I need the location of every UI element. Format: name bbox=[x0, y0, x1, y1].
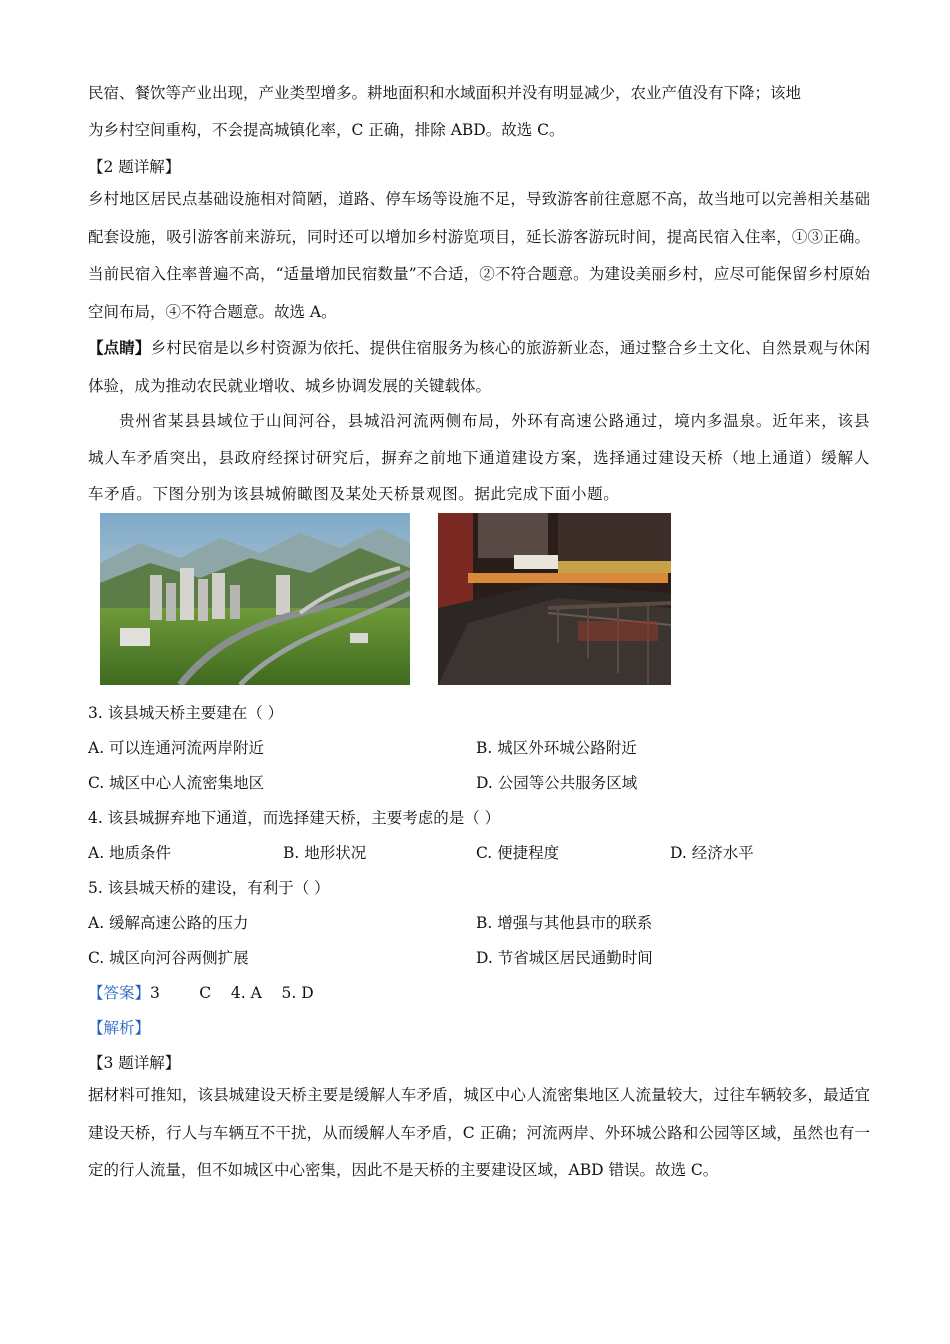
tip-text: 乡村民宿是以乡村资源为依托、提供住宿服务为核心的旅游新业态，通过整合乡土文化、自然景观与休闲体验，成为推动农民就业增收、城乡协调发展的关键载体。 bbox=[88, 339, 870, 395]
analysis-label: 【解析】 bbox=[88, 1019, 151, 1037]
q2-detail-heading: 【2 题详解】 bbox=[88, 158, 181, 176]
q4-stem: 4. 该县城摒弃地下通道，而选择建天桥，主要考虑的是（ ） bbox=[88, 809, 501, 827]
q3-option-d: D. 公园等公共服务区域 bbox=[476, 774, 638, 792]
q5-option-a: A. 缓解高速公路的压力 bbox=[88, 914, 249, 932]
q5-stem: 5. 该县城天桥的建设，有利于（ ） bbox=[88, 879, 330, 897]
q4-option-b: B. 地形状况 bbox=[283, 844, 367, 862]
q3-option-c: C. 城区中心人流密集地区 bbox=[88, 774, 265, 792]
tip-paragraph bbox=[88, 329, 870, 405]
prev-detail-line-1: 民宿、餐饮等产业出现，产业类型增多。耕地面积和水域面积并没有明显减少，农业产值没有下降；该地 bbox=[88, 84, 802, 102]
q3-option-b: B. 城区外环城公路附近 bbox=[476, 739, 637, 757]
material-text: 贵州省某县县域位于山间河谷，县城沿河流两侧布局，外环有高速公路通过，境内多温泉。近年来，该县城人车矛盾突出，县政府经探讨研究后，摒弃之前地下通道建设方案，选择通过建设天桥（地上通道）缓解人车矛盾。下图分别为该县城俯瞰图及某处天桥景观图。据此完成下面小题。 bbox=[88, 412, 870, 503]
q5-option-b: B. 增强与其他县市的联系 bbox=[476, 914, 653, 932]
prev-detail-line-2: 为乡村空间重构，不会提高城镇化率，C 正确，排除 ABD。故选 C。 bbox=[88, 121, 565, 139]
overpass-night-photo bbox=[438, 513, 671, 685]
q3-detail-text: 据材料可推知，该县城建设天桥主要是缓解人车矛盾，城区中心人流密集地区人流量较大，过往车辆较多，最适宜建设天桥，行人与车辆互不干扰，从而缓解人车矛盾，C 正确；河流两岸、外环城公路和公园等区域，虽然也有一定的行人流量，但不如城区中心密集，因此不是天桥的主要建设区域，ABD 错误。故选 C。 bbox=[88, 1086, 870, 1179]
q3-option-a: A. 可以连通河流两岸附近 bbox=[88, 739, 265, 757]
q4-option-d: D. 经济水平 bbox=[670, 844, 754, 862]
q2-detail-text: 乡村地区居民点基础设施相对简陋，道路、停车场等设施不足，导致游客前往意愿不高，故当地可以完善相关基础配套设施，吸引游客前来游玩，同时还可以增加乡村游览项目，延长游客游玩时间，提高民宿入住率，①③正确。当前民宿入住率普遍不高，“适量增加民宿数量”不合适，②不符合题意。为建设美丽乡村，应尽可能保留乡村原始空间布局，④不符合题意。故选 A。 bbox=[88, 190, 870, 321]
q3-stem: 3. 该县城天桥主要建在（ ） bbox=[88, 704, 284, 722]
q5-option-d: D. 节省城区居民通勤时间 bbox=[476, 949, 653, 967]
county-aerial-photo bbox=[100, 513, 410, 685]
q4-option-c: C. 便捷程度 bbox=[476, 844, 560, 862]
answer-text: 3 C 4. A 5. D bbox=[150, 984, 314, 1002]
answer-label: 【答案】 bbox=[88, 984, 151, 1002]
answer-line bbox=[88, 982, 314, 1004]
q3-detail-heading: 【3 题详解】 bbox=[88, 1054, 181, 1072]
tip-label: 【点睛】 bbox=[88, 338, 151, 357]
q5-option-c: C. 城区向河谷两侧扩展 bbox=[88, 949, 249, 967]
q4-option-a: A. 地质条件 bbox=[88, 844, 172, 862]
